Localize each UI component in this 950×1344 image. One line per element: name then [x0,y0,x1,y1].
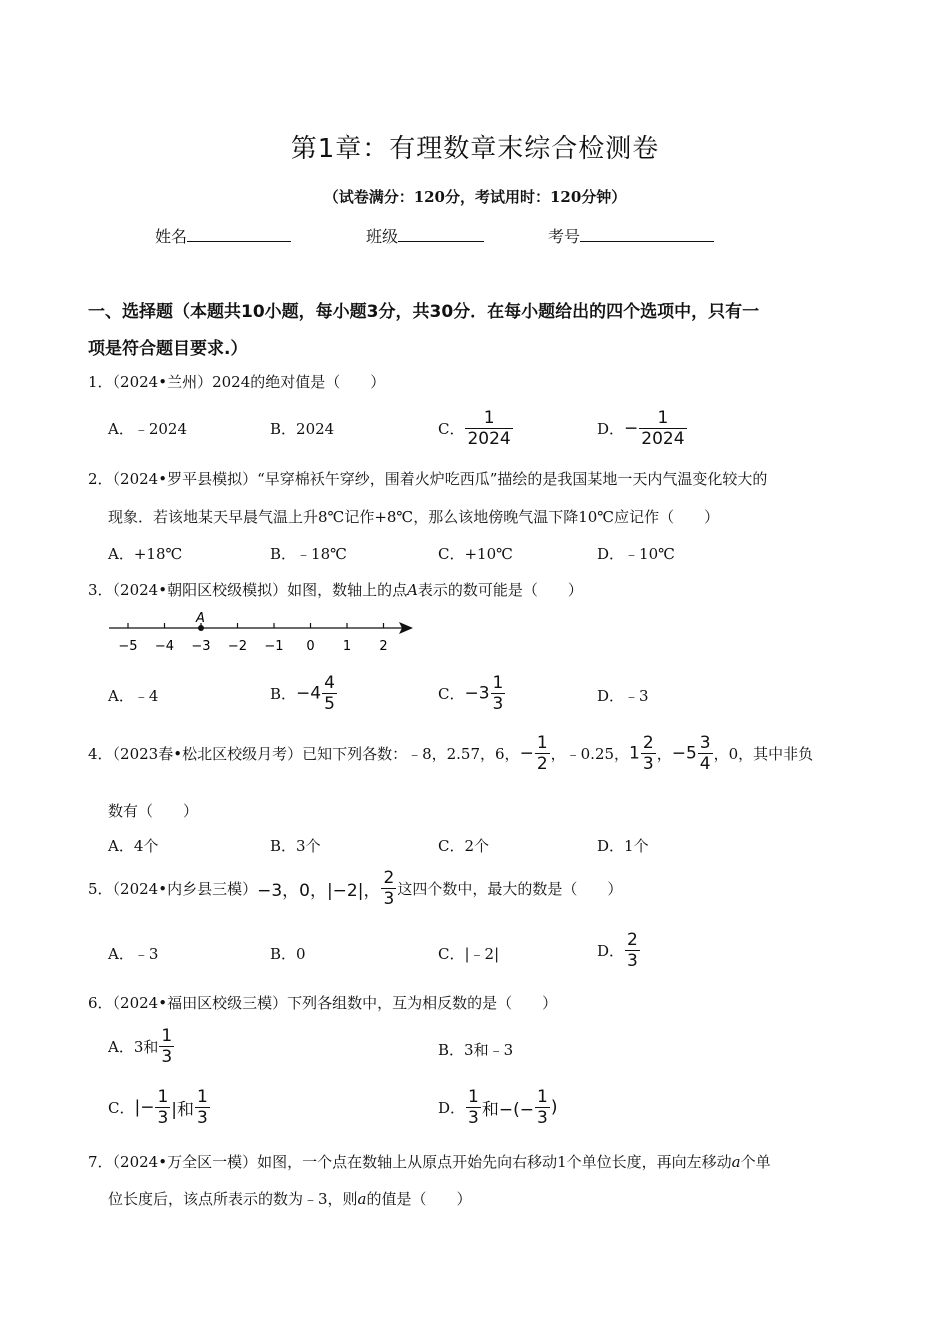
exam-info: （试卷满分：120分，考试用时：120分钟） [323,188,627,206]
point-a-label: A [196,611,205,626]
fraction: $\frac{1}{2024}$ [641,408,685,449]
question-number: 4． [88,745,113,763]
question-number: 6． [88,994,113,1012]
option-label: C． [108,1099,135,1117]
fraction: $\frac{1}{3}$ [197,1087,208,1128]
option-label: D． [438,1099,466,1117]
variable: A [407,581,418,599]
q1-option-c[interactable] [438,408,514,449]
fraction: $\frac{1}{3}$ [492,673,504,714]
q5-option-a[interactable]: A．﹣3 [108,945,159,963]
q3-option-d[interactable]: D．﹣3 [597,687,649,705]
question-stem: （2024•万全区一模）如图，一个点在数轴上从原点开始先向右移动1个单位长度，再向左移动 [112,1153,732,1171]
axis-tick-label: 1 [342,639,352,654]
question-stem: （2023春•松北区校级月考）已知下列各数：﹣8，2.57，6， [112,745,520,763]
class-blank[interactable] [398,225,484,242]
axis-tick-label: 2 [379,639,388,654]
question-6 [88,992,557,1013]
q4-option-a[interactable]: A．4个 [108,837,159,855]
option-label: B． [270,685,297,703]
question-5: 5．（2024•内乡县三模）−3，0，|−2|， $\frac{2}{3}$ 这四个数中，最大的数是（ ） [88,868,623,909]
question-7-line2: 位长度后，该点所表示的数为﹣3，则a的值是（ ） [108,1190,472,1208]
exam-number-field[interactable] [548,224,714,247]
axis-tick-label: 0 [306,639,315,654]
question-number: 1． [88,373,113,391]
q6-option-c[interactable]: C．|− $\frac{1}{3}$ |和 $\frac{1}{3}$ [108,1087,208,1128]
question-number: 5． [88,880,113,898]
q4-option-b[interactable]: B．3个 [270,837,321,855]
fraction: $\frac{1}{3}$ [157,1087,169,1128]
question-4-line2: 数有（ ） [108,802,199,820]
question-number: 7． [88,1153,113,1171]
question-stem: （2024•罗平县模拟）“早穿棉袄午穿纱，围着火炉吃西瓜”描绘的是我国某地一天内气温变化较大的 [112,470,768,488]
option-label: D． [597,942,625,960]
section-heading-line2: 项是符合题目要求.） [88,339,248,359]
q5-option-d[interactable] [597,930,641,971]
question-stem: （2024•内乡县三模） [112,880,258,898]
q3-option-c[interactable]: C．−3 $\frac{1}{3}$ [438,673,504,714]
fraction: $\frac{4}{5}$ [324,673,335,714]
q6-option-a[interactable] [108,1026,175,1067]
question-3 [88,579,583,600]
exam-number-label: 考号 [548,227,581,246]
question-2-line2: 现象．若该地某天早晨气温上升8℃记作+8℃，那么该地傍晚气温下降10℃应记作（ ） [108,508,720,526]
option-label: C． [438,685,465,703]
q4-option-d[interactable]: D．1个 [597,837,649,855]
fraction: $\frac{2}{3}$ [642,733,654,774]
fraction: $\frac{1}{3}$ [161,1026,173,1067]
question-7: 7．（2024•万全区一模）如图，一个点在数轴上从原点开始先向右移动1个单位长度，再向左移动a个单 [88,1153,771,1171]
number-list: −3，0，|−2|， [257,881,381,901]
q1-option-d[interactable]: D．− $\frac{1}{2024}$ [597,408,685,449]
name-field[interactable] [155,224,291,247]
q1-option-a[interactable]: A．﹣2024 [108,420,188,438]
q3-option-a[interactable]: A．﹣4 [108,687,159,705]
fraction: $\frac{1}{2}$ [536,733,548,774]
axis-tick-label: −1 [264,639,284,654]
fraction: $\frac{2}{3}$ [627,930,638,971]
fraction: $\frac{2}{3}$ [383,868,395,909]
axis-tick-label: −3 [191,639,211,654]
question-stem-end: 表示的数可能是（ ） [417,581,583,599]
fraction: $\frac{1}{3}$ [536,1087,548,1128]
variable: a [731,1153,741,1171]
question-1 [88,371,385,392]
q5-option-c[interactable]: C．|﹣2| [438,945,500,963]
q5-option-b[interactable]: B．0 [270,945,306,963]
question-2 [88,468,767,489]
fraction: $\frac{3}{4}$ [699,733,711,774]
question-number: 2． [88,470,113,488]
q6-option-d[interactable]: D． $\frac{1}{3}$ 和−(− $\frac{1}{3}$ ) [438,1087,558,1128]
fraction: $\frac{1}{2024}$ [467,408,511,449]
axis-tick-label: −2 [227,639,248,654]
axis-tick-label: −5 [118,639,138,654]
name-label: 姓名 [155,227,188,246]
number-line-figure [105,605,425,660]
class-label: 班级 [366,227,399,246]
q2-option-d[interactable]: D．﹣10℃ [597,545,675,563]
option-label: C． [438,420,465,438]
exam-number-blank[interactable] [580,225,714,242]
q1-option-b[interactable]: B．2024 [270,420,335,438]
q2-option-b[interactable]: B．﹣18℃ [270,545,347,563]
q2-option-a[interactable]: A．+18℃ [108,545,183,563]
question-stem: （2024•福田区校级三模）下列各组数中，互为相反数的是（ ） [112,994,558,1012]
page-title: 第1章：有理数章末综合检测卷 [290,134,660,164]
question-4: 4．（2023春•松北区校级月考）已知下列各数：﹣8，2.57，6，− $\frac{1}{2}$ ，﹣0.25，1 $\frac{2}{3}$ ，−5 $\frac{3}{4}$ ，0，其中非负 [88,733,814,774]
option-label: D． [597,420,625,438]
name-blank[interactable] [187,225,291,242]
option-label: A．3和 [108,1038,159,1056]
fraction: $\frac{1}{3}$ [468,1087,479,1128]
question-number: 3． [88,581,113,599]
class-field[interactable] [366,224,484,247]
question-stem: （2024•朝阳区校级模拟）如图，数轴上的点 [112,581,408,599]
q2-option-c[interactable]: C．+10℃ [438,545,513,563]
q6-option-b[interactable]: B．3和﹣3 [438,1041,514,1059]
variable: a [357,1190,367,1208]
section-heading-line1: 一、选择题（本题共10小题，每小题3分，共30分．在每小题给出的四个选项中，只有一 [88,302,760,322]
question-stem: （2024•兰州）2024的绝对值是（ ） [112,373,386,391]
axis-tick-label: −4 [154,639,175,654]
q4-option-c[interactable]: C．2个 [438,837,490,855]
q3-option-b[interactable]: B．−4 $\frac{4}{5}$ [270,673,335,714]
